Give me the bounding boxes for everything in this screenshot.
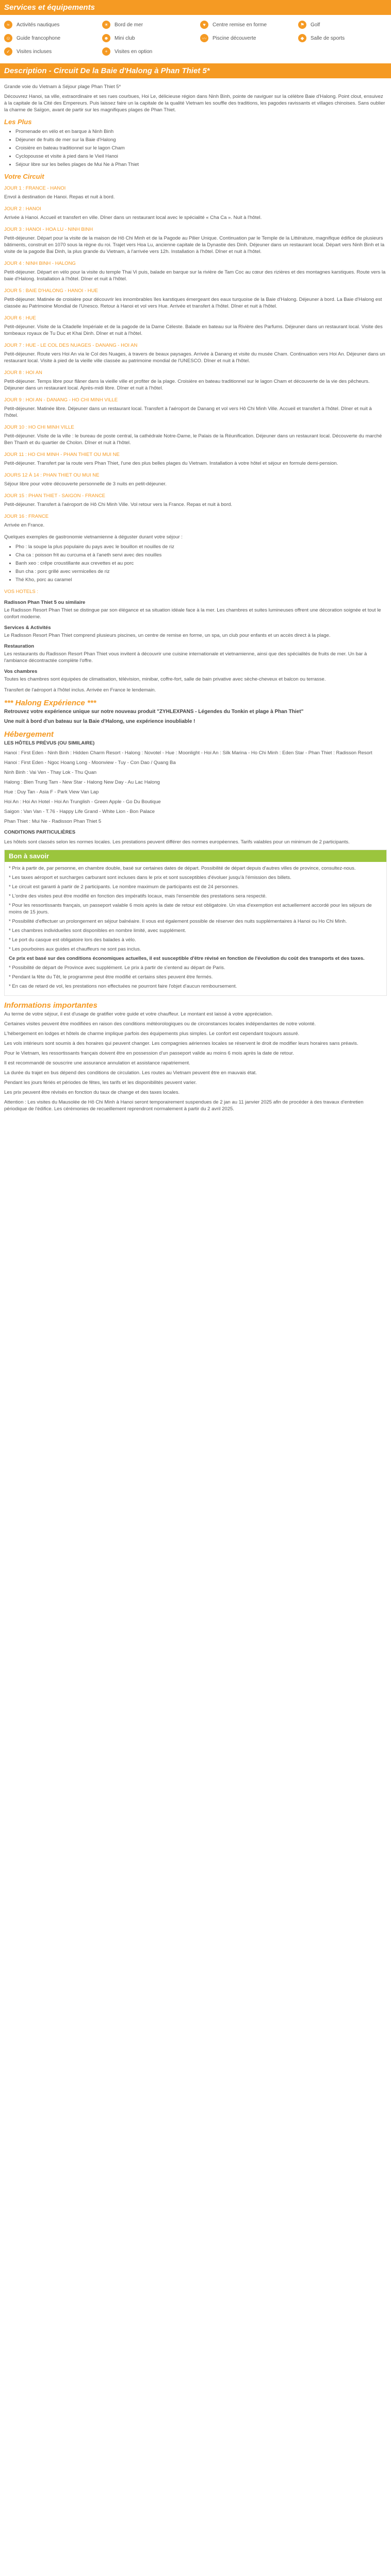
bon-item: * Les chambres individuelles sont disponibles en nombre limité, avec supplément. xyxy=(9,928,186,934)
service-item xyxy=(4,47,102,56)
visit-option-icon: + xyxy=(102,47,110,56)
day-text: Petit-déjeuner. Visite de la Citadelle Impériale et de la pagode de la Dame Céleste. Balade en bateau sur la Rivière des Parfums. Déjeuner dans un restaurant local. Visite des tombeaux royaux de Tu Duc et Khai Dinh. Dîner et nuit à l'hôtel. xyxy=(4,324,383,336)
bon-extra-item: * Possibilité de départ de Province avec supplément. Le prix à partir de s'entend au départ de Paris. xyxy=(9,965,225,971)
hebergement-list: Hanoi : First Eden - Ninh Binh : Hidden Charm Resort - Halong : Novotel - Hue : Moonlight - Hoi An : Silk Marina - Ho Chi Minh : Eden Star - Phan Thiet : Radisson Resort xyxy=(4,750,372,756)
hotel-name: Radisson Phan Thiet 5 ou similaire xyxy=(4,600,86,605)
day-text: Séjour libre pour votre découverte personnelle de 3 nuits en petit-déjeuner. xyxy=(4,481,167,487)
service-item xyxy=(200,20,298,29)
day-title: JOUR 1 : FRANCE - HANOI xyxy=(4,185,66,191)
kayak-icon: ≈ xyxy=(4,21,12,29)
day-text: Petit-déjeuner. Départ pour la visite de la maison de Hô Chi Minh et de la Pagode au Pilier Unique. Continuation par le Temple de la Littérature, magnifique édifice de plusieurs bâtiments, construit en 1070 sous la règne du roi. Trajet vers Hoa Lu, ancienne capitale de la Dynastie des Dinh. Déjeuner dans un restaurant local. Départ vers Ninh Binh et la visite de la pagode Bai Dinh, la plus grande du Vietnam, à l'arrivée vers 12h. Installation à l'hôtel. Dîner et nuit à l'hôtel. xyxy=(4,235,385,255)
food-item: • Bun cha : porc grillé avec vermicelles de riz xyxy=(15,568,387,575)
conditions-title: CONDITIONS PARTICULIÈRES xyxy=(4,829,76,835)
conditions-text: Les hôtels sont classés selon les normes locales. Les prestations peuvent différer des normes européennes. Tarifs valables pour un minimum de 2 participants. xyxy=(4,839,350,845)
service-item xyxy=(4,20,102,29)
day-text: Petit-déjeuner. Transfert par la route vers Phan Thiet, l'une des plus belles plages du Vietnam. Installation à votre hôtel et séjour en formule demi-pension. xyxy=(4,461,338,466)
beach-icon: ☀ xyxy=(102,21,110,29)
bon-item: * Possibilité d'effectuer un prolongement en séjour balnéaire. Il vous est également possible de réserver des nuits supplémentaires à Hanoi ou Ho Chi Minh. xyxy=(9,919,347,924)
info-paragraph: Au terme de votre séjour, il est d'usage de gratifier votre guide et votre chauffeur. Le montant est laissé à votre appréciation. xyxy=(4,1011,273,1017)
hebergement-row: Saigon : Van Van - T.76 - Happy Life Grand - White Lion - Bon Palace xyxy=(4,809,155,815)
hebergement-rows xyxy=(4,750,387,825)
day-title: JOUR 4 : NINH BINH - HALONG xyxy=(4,261,76,266)
service-label: Visites en option xyxy=(115,48,153,55)
infos-title: Informations importantes xyxy=(4,1001,97,1010)
info-paragraph: Il est recommandé de souscrire une assurance annulation et assistance rapatriement. xyxy=(4,1060,190,1066)
intro-paragraph: Découvrez Hanoi, sa ville, extraordinaire et ses rues courbues, Hoi Le, délicieuse région dans Ninh Binh, pointe de naviguer sur la célèbre Baie d'Halong. Point clout, ensuivez à la capitale de la Cité des Empereurs. Puis laissez faire un la capitale de la qualité Vietnam les souffle des traditions, les pagodes ravissants et villages chinoises. Sans oublier la charme de Saïgon, avant de partir sur les magnifiques plages de Phan Thiet. xyxy=(4,94,385,113)
day-text: Petit-déjeuner. Visite de la ville : le bureau de poste central, la cathédrale Notre-Dame, le Palais de la Réunification. Déjeuner dans un restaurant local. Découverte du marché Ben Thanh et du quartier de Cholon. Dîner et nuit à l'hôtel. xyxy=(4,433,382,446)
bon-a-savoir-box xyxy=(4,850,387,996)
halong-title: *** Halong Expérience *** xyxy=(4,699,96,707)
infos-content xyxy=(0,1002,391,1112)
hotel-text: Les restaurants du Radisson Resort Phan Thiet vous invitent à découvrir une cuisine internationale et vietnamienne, ainsi que des spécialités de fruits de mer. Un bar à l'ambiance décontractée complète l'offre. xyxy=(4,651,367,664)
food-item: • Pho : la soupe la plus populaire du pays avec le bouillon et nouilles de riz xyxy=(15,544,387,550)
days-list xyxy=(4,185,387,529)
intro: Grande voie du Vietnam à Séjour plage Phan Thiet 5* xyxy=(4,84,121,90)
plus-title: Les Plus xyxy=(4,118,32,126)
service-item xyxy=(298,20,391,29)
hotel-text: Le Radisson Resort Phan Thiet se distingue par son élégance et sa situation idéale face à la mer. Les chambres et suites lumineuses offrent une décoration soignée et tout le confort moderne. xyxy=(4,607,381,620)
bon-item: * Le circuit est garanti à partir de 2 participants. Le nombre maximum de participants est de 24 personnes. xyxy=(9,884,239,890)
fitness-icon: ♥ xyxy=(200,21,208,29)
hotel-text: Toutes les chambres sont équipées de climatisation, télévision, minibar, coffre-fort, salle de bain privative avec sèche-cheveux et balcon ou terrasse. xyxy=(4,676,326,682)
info-paragraph: Les prix peuvent être révisés en fonction du taux de change et des taxes locales. xyxy=(4,1090,180,1095)
golf-icon: ⚑ xyxy=(298,21,306,29)
bon-extra-item: * Pendant la fête du Têt, le programme peut être modifié et certains sites peuvent être fermés. xyxy=(9,974,213,980)
service-label: Bord de mer xyxy=(115,22,143,28)
day-text: Arrivée en France. xyxy=(4,522,45,528)
food-note: Quelques exemples de gastronomie vietnamienne à déguster durant votre séjour : xyxy=(4,534,183,540)
hebergement-row: Ninh Binh : Vai Ven - Thay Lok - Thu Quan xyxy=(4,770,97,775)
food-item: • Thé Kho, porc au caramel xyxy=(15,577,387,583)
hotel-name: Services & Activités xyxy=(4,625,51,631)
day-text: Petit-déjeuner. Matinée de croisière pour découvrir les innombrables îles karstiques émergeant des eaux turquoise de la Baie d'Halong. Déjeuner à bord. La Baie d'Halong est classée au Patrimoine Mondial de l'Unesco. Retour à Hanoi et vol vers Hue. Arrivée et transfert à l'hôtel. Dîner et nuit à l'hôtel. xyxy=(4,297,382,309)
plus-list xyxy=(4,128,387,168)
bon-item: * Les pourboires aux guides et chauffeurs ne sont pas inclus. xyxy=(9,946,141,952)
hotels-title: VOS HOTELS : xyxy=(4,589,38,595)
hotels-list xyxy=(4,599,387,683)
service-item xyxy=(102,33,200,43)
day-title: JOUR 6 : HUE xyxy=(4,315,36,321)
hebergement-row: Halong : Bien Trung Tam - New Star - Halong New Day - Au Lac Halong xyxy=(4,779,160,785)
day-title: JOUR 8 : HOI AN xyxy=(4,370,42,376)
day-title: JOUR 7 : HUE - LE COL DES NUAGES - DANANG - HOI AN xyxy=(4,343,138,348)
service-label: Guide francophone xyxy=(17,35,61,41)
service-item xyxy=(102,20,200,29)
service-item xyxy=(298,33,391,43)
plus-item: • Séjour libre sur les belles plages de Mui Ne à Phan Thiet xyxy=(15,161,387,168)
day-text: Petit-déjeuner. Départ en vélo pour la visite du temple Thai Vi puis, balade en barque sur la rivière de Tam Coc au cœur des rizières et des montagnes karstiques. Route vers la baie d'Halong. Installation à l'hôtel. Dîner et nuit à l'hôtel. xyxy=(4,269,386,282)
info-paragraph: L'hébergement en lodges et hôtels de charme implique parfois des équipements plus simples. Le confort est cependant toujours assuré. xyxy=(4,1031,300,1037)
service-label: Activités nautiques xyxy=(17,22,60,28)
bon-item: * Le port du casque est obligatoire lors des balades à vélo. xyxy=(9,937,136,943)
service-item xyxy=(102,47,200,56)
service-label: Centre remise en forme xyxy=(213,22,267,28)
hebergement-row: Hoi An : Hoi An Hotel - Hoi An Trunglish - Green Apple - Go Du Boutique xyxy=(4,799,161,805)
hotel-text: Le Radisson Resort Phan Thiet comprend plusieurs piscines, un centre de remise en forme, un spa, un club pour enfants et un accès direct à la plage. xyxy=(4,633,331,638)
description-header: Description - Circuit De la Baie d'Halong à Phan Thiet 5* xyxy=(0,63,391,78)
service-label: Visites incluses xyxy=(17,48,52,55)
gym-icon: ◆ xyxy=(298,34,306,42)
day-title: JOURS 12 À 14 : PHAN THIET OU MUI NE xyxy=(4,472,100,478)
day-title: JOUR 16 : FRANCE xyxy=(4,514,49,519)
day-title: JOUR 11 : HO CHI MINH - PHAN THIET OU MUI NE xyxy=(4,452,120,457)
info-paragraph: Pour le Vietnam, les ressortissants français doivent être en possession d'un passeport valide au moins 6 mois après la date de retour. xyxy=(4,1050,294,1056)
hebergement-title: Hébergement xyxy=(4,730,54,739)
food-item: • Cha ca : poisson frit au curcuma et à l'aneth servi avec des nouilles xyxy=(15,552,387,558)
service-label: Mini club xyxy=(115,35,135,41)
halong-sub: Retrouvez votre expérience unique sur notre nouveau produit "ZYHLEXPANS - Légendes du Tonkin et plage à Phan Thiet" xyxy=(4,709,304,715)
hebergement-row: Phan Thiet : Mui Ne - Radisson Phan Thiet 5 xyxy=(4,819,102,824)
bon-a-savoir-body xyxy=(5,862,386,995)
service-label: Piscine découverte xyxy=(213,35,256,41)
guide-icon: ☺ xyxy=(4,34,12,42)
day-text: Arrivée à Hanoi. Accueil et transfert en ville. Dîner dans un restaurant local avec le spécialité « Cha Ca ». Nuit à l'hôtel. xyxy=(4,215,262,221)
plus-item: • Croisière en bateau traditionnel sur le lagon Cham xyxy=(15,145,387,151)
bon-a-savoir-title: Bon à savoir xyxy=(5,850,386,862)
day-text: Envol à destination de Hanoi. Repas et nuit à bord. xyxy=(4,194,115,200)
day-title: JOUR 3 : HANOI - HOA LU - NINH BINH xyxy=(4,227,93,232)
halong-sub2: Une nuit à bord d'un bateau sur la Baie d'Halong, une expérience inoubliable ! xyxy=(4,719,196,724)
bon-strong: Ce prix est basé sur des conditions économiques actuelles, il est susceptible d'être révisé en fonction de l'évolution du coût des transports et des taxes. xyxy=(9,956,365,961)
day-title: JOUR 5 : BAIE D'HALONG - HANOI - HUE xyxy=(4,288,98,294)
plus-item: • Promenade en vélo et en barque à Ninh Binh xyxy=(15,128,387,135)
visit-icon: ✓ xyxy=(4,47,12,56)
service-label: Salle de sports xyxy=(311,35,345,41)
bon-item: * Prix à partir de, par personne, en chambre double, basé sur certaines dates de départ. Possibilité de départ depuis d'autres villes de province, consultez-nous. xyxy=(9,866,356,871)
hebergement-hotel-title: LES HÔTELS PRÉVUS (OU SIMILAIRE) xyxy=(4,740,95,746)
hebergement-row: Hue : Duy Tan - Asia F - Park View Van Lap xyxy=(4,789,99,795)
bon-item: * Les taxes aéroport et surcharges carburant sont incluses dans le prix et sont susceptibles d'évoluer jusqu'à l'émission des billets. xyxy=(9,875,291,880)
food-item: • Banh xeo : crêpe croustillante aux crevettes et au porc xyxy=(15,560,387,567)
hotel-name: Restauration xyxy=(4,643,35,649)
mini-club-icon: ☻ xyxy=(102,34,110,42)
services-grid xyxy=(0,15,391,58)
page xyxy=(0,0,391,1112)
pool-icon: 〰 xyxy=(200,34,208,42)
plus-item: • Cyclopousse et visite à pied dans le Vieil Hanoi xyxy=(15,153,387,160)
day-title: JOUR 15 : PHAN THIET - SAIGON - FRANCE xyxy=(4,493,106,499)
hebergement-row: Hanoi : First Eden - Ngoc Hoang Long - Moonview - Tuy - Con Dao / Quang Ba xyxy=(4,760,176,766)
day-text: Petit-déjeuner. Transfert à l'aéroport de Hô Chi Minh Ville. Vol retour vers la France. Repas et nuit à bord. xyxy=(4,502,233,507)
day-text: Petit-déjeuner. Temps libre pour flâner dans la vieille ville et profiter de la plage. Croisière en bateau traditionnel sur le lagon Cham et découverte de la vie des pêcheurs. Déjeuner dans un restaurant local. Après-midi libre. Dîner et nuit à l'hôtel. xyxy=(4,379,370,391)
info-paragraph: Les vols intérieurs sont soumis à des horaires qui peuvent changer. Les compagnies aériennes locales se réservent le droit de modifier leurs horaires sans préavis. xyxy=(4,1041,359,1046)
bon-item: * L'ordre des visites peut être modifié en fonction des impératifs locaux, mais l'ensemble des prestations sera respecté. xyxy=(9,893,267,899)
infos-last: Attention : Les visites du Mausolée de Hô Chi Minh à Hanoi seront temporairement suspendues de 2 jan au 11 janvier 2025 afin de procéder à des travaux d'entretien périodique de l'édifice. Les cérémonies de recueillement reprendront normalement à partir du 2 avril 2025. xyxy=(4,1099,364,1112)
food-list xyxy=(4,544,387,583)
info-paragraph: La durée du trajet en bus dépend des conditions de circulation. Les routes au Vietnam peuvent être en mauvais état. xyxy=(4,1070,257,1076)
service-item xyxy=(4,33,102,43)
services-header: Services et équipements xyxy=(0,0,391,15)
circuit-title: Votre Circuit xyxy=(4,173,44,180)
day-title: JOUR 10 : HO CHI MINH VILLE xyxy=(4,425,74,430)
plus-item: • Déjeuner de fruits de mer sur la Baie d'Halong xyxy=(15,137,387,143)
day-text: Petit-déjeuner. Route vers Hoi An via le Col des Nuages, à travers de beaux paysages. Arrivée à Danang et visite du musée Cham. Continuation vers Hoi An. Déjeuner dans un restaurant local. Visite à pied de la vieille ville classée au patrimoine mondial de l'UNESCO. Dîner et nuit à l'hôtel. xyxy=(4,351,385,364)
service-item xyxy=(200,33,298,43)
info-paragraph: Certaines visites peuvent être modifiées en raison des conditions météorologiques ou de circonstances locales indépendantes de notre volonté. xyxy=(4,1021,316,1027)
bon-item: * Pour les ressortissants français, un passeport valable 6 mois après la date de retour est obligatoire. Un visa d'exemption est actuellement accordé pour les séjours de moins de 15 jours. xyxy=(9,903,372,915)
day-text: Petit-déjeuner. Matinée libre. Déjeuner dans un restaurant local. Transfert à l'aéroport de Danang et vol vers Hô Chi Minh Ville. Accueil et transfert à l'hôtel. Dîner et nuit à l'hôtel. xyxy=(4,406,372,418)
description-content xyxy=(0,83,391,845)
bon-extra-item: * En cas de retard de vol, les prestations non effectuées ne pourront faire l'objet d'aucun remboursement. xyxy=(9,984,237,989)
info-paragraph: Pendant les jours fériés et périodes de fêtes, les tarifs et les disponibilités peuvent varier. xyxy=(4,1080,197,1086)
hotel-name: Vos chambres xyxy=(4,669,38,674)
day-title: JOUR 2 : HANOI xyxy=(4,206,41,212)
service-label: Golf xyxy=(311,22,320,28)
day-title: JOUR 9 : HOI AN - DANANG - HO CHI MINH VILLE xyxy=(4,397,118,403)
transfer-note: Transfert de l'aéroport à l'hôtel inclus. Arrivée en France le lendemain. xyxy=(4,687,156,693)
